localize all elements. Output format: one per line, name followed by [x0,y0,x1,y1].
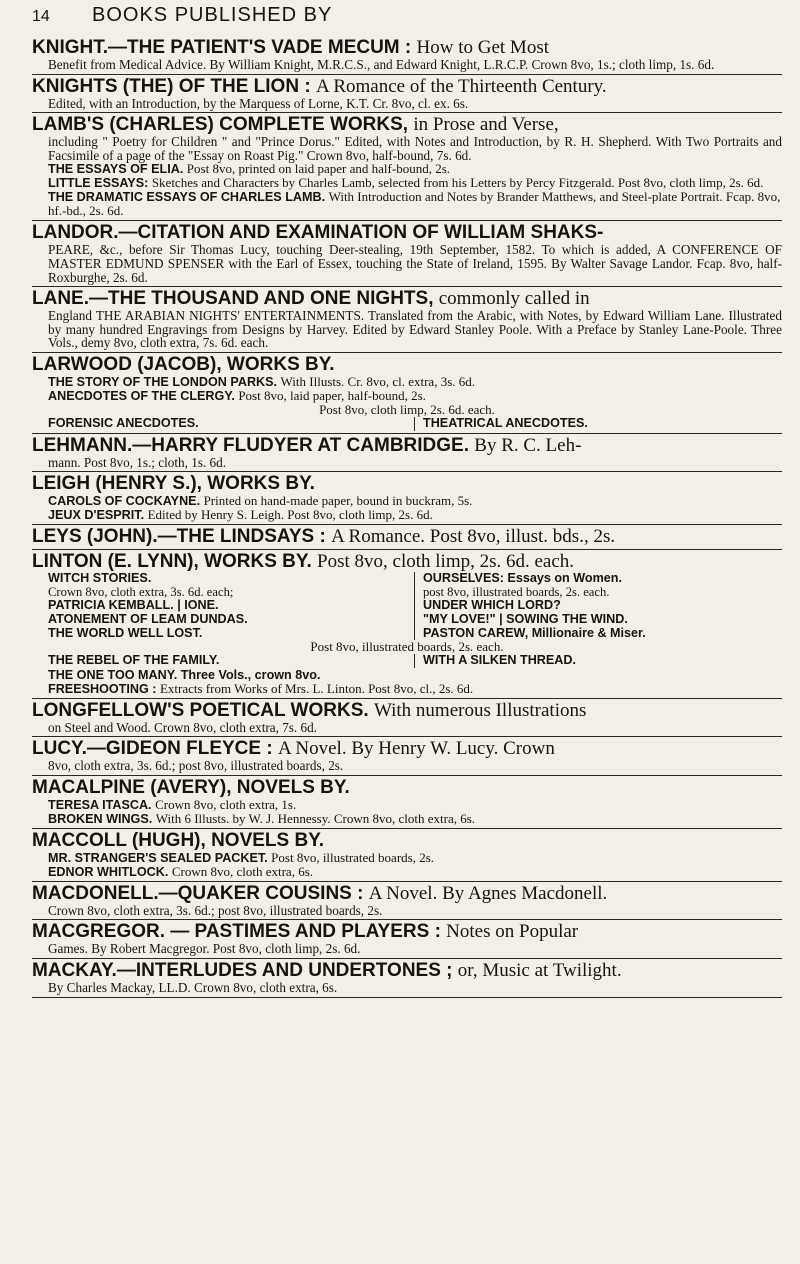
catalogue-entry [32,353,782,434]
sub-entry [32,851,782,865]
entry-heading: MACKAY.—INTERLUDES AND UNDERTONES ; [32,960,458,982]
entry-description: Benefit from Medical Advice. By William Knight, M.R.C.S., and Edward Knight, L.R.C.P. Crown 8vo, 1s.; cloth limp, 1s. 6d. [48,57,715,72]
sub-entry [32,798,782,812]
book-description: Sketches and Characters by Charles Lamb, selected from his Letters by Percy Fitzgerald. Post 8vo, cloth limp, 2s. 6d. [151,175,764,191]
entry-heading-line [32,738,782,759]
entry-heading: MACCOLL (HUGH), NOVELS BY. [32,829,325,851]
entry-heading: LEHMANN.—HARRY FLUDYER AT CAMBRIDGE. [32,434,475,456]
catalogue-entry [32,434,782,473]
catalogue-entry [32,472,782,525]
entry-description: including " Poetry for Children " and "Prince Dorus." Edited, with Notes and Introduction, by R. H. Shepherd. With Two Portraits and Facsimile of a page of the "Essay on Roast Pig." Crown 8vo, half-bound, 7s. 6d. [48,134,782,163]
entry-heading-line [32,960,782,981]
sub-entry [32,812,782,826]
book-title: ANECDOTES OF THE CLERGY. [48,388,239,403]
entry-heading: LINTON (E. LYNN), WORKS BY. [32,551,318,573]
book-title: THE ONE TOO MANY. Three Vols., crown 8vo. [48,667,321,682]
book-title: THE WORLD WELL LOST. [48,627,415,641]
book-title: "MY LOVE!" | SOWING THE WIND. [423,611,628,626]
book-title: WITCH STORIES. [48,572,415,586]
entry-heading: KNIGHTS (THE) OF THE LION : [32,75,316,97]
book-description: Edited by Henry S. Leigh. Post 8vo, cloth limp, 2s. 6d. [147,507,433,523]
entry-heading-line [32,700,782,721]
entry-heading-line [32,222,782,243]
entry-heading-line [32,777,782,798]
book-title: UNDER WHICH LORD? [423,598,561,613]
price-note: Post 8vo, illustrated boards, 2s. each. [310,639,504,655]
catalogue-entry [32,737,782,776]
catalogue-entry [32,75,782,114]
entry-description: PEARE, &c., before Sir Thomas Lucy, touching Deer-stealing, 19th September, 1582. To which is added, A CONFERENCE OF MASTER EDMUND SPENSER with the Earl of Essex, touching the State of Ireland, 1595. By Walter Savage Landor. Fcap. 8vo, half-Roxburghe, 2s. 6d. [48,242,782,285]
entry-description: 8vo, cloth extra, 3s. 6d.; post 8vo, illustrated boards, 2s. [48,758,344,774]
catalogue-entry [32,113,782,221]
book-description: With Illusts. Cr. 8vo, cl. extra, 3s. 6d. [280,373,476,389]
entry-heading: LANE.—THE THOUSAND AND ONE NIGHTS, [32,288,439,310]
entry-heading: LANDOR.—CITATION AND EXAMINATION OF WILLIAM SHAKS- [32,222,604,244]
entry-heading-line [32,473,782,494]
catalogue-entry [32,221,782,287]
running-title: BOOKS PUBLISHED BY [92,4,333,26]
book-title: FORENSIC ANECDOTES. [48,417,415,431]
entry-heading: LAMB'S (CHARLES) COMPLETE WORKS, [32,114,414,136]
entries-bottom [32,699,782,998]
book-title: CAROLS OF COCKAYNE. [48,494,204,509]
book-title: ATONEMENT OF LEAM DUNDAS. [48,613,415,627]
entry-linton [32,550,782,699]
entries-top [32,36,782,550]
catalogue-entry [32,699,782,738]
book-description: Crown 8vo, cloth extra, 1s. [155,796,297,812]
book-title: TERESA ITASCA. [48,797,156,812]
entry-heading-rest: With numerous Illustrations [373,699,587,721]
sub-entry [32,190,782,218]
entry-heading-line [32,354,782,375]
book-title: MR. STRANGER'S SEALED PACKET. [48,850,272,865]
entry-heading: MACGREGOR. — PASTIMES AND PLAYERS : [32,921,447,943]
entry-heading-rest: A Romance. Post 8vo, illust. bds., 2s. [331,526,616,548]
book-description: Post 8vo, printed on laid paper and half-bound, 2s. [186,161,451,177]
entry-heading-rest: A Novel. By Agnes Macdonell. [368,882,608,904]
entry-description: By Charles Mackay, LL.D. Crown 8vo, cloth extra, 6s. [48,980,338,996]
title-pair [32,417,782,431]
book-title: LITTLE ESSAYS: [48,176,152,191]
entry-heading: LEIGH (HENRY S.), WORKS BY. [32,473,315,495]
entry-heading: LUCY.—GIDEON FLEYCE : [32,738,278,760]
catalogue-entry [32,829,782,882]
price-note: post 8vo, illustrated boards, 2s. each. [423,584,610,599]
entry-heading-rest: or, Music at Twilight. [457,960,622,982]
page-header [32,4,782,32]
entry-heading-rest: commonly called in [438,288,590,310]
linton-prices [32,586,782,600]
book-title: FREESHOOTING : [48,681,160,696]
catalogue-entry [32,36,782,75]
book-title: PASTON CAREW, Millionaire & Miser. [423,625,646,640]
entry-heading-line [32,114,782,135]
entry-description: England THE ARABIAN NIGHTS' ENTERTAINMENTS. Translated from the Arabic, with Notes, by Edward William Lane. Illustrated by many hundred Engravings from Designs by Harvey. Edited by Edward Stanley Poole. With a Preface by Stanley Lane-Poole. Three Vols., demy 8vo, cloth extra, 7s. 6d. each. [48,308,782,351]
entry-heading-line [32,526,782,547]
entry-heading-rest: Notes on Popular [446,921,579,943]
entry-description: Games. By Robert Macgregor. Post 8vo, cloth limp, 2s. 6d. [48,941,361,957]
book-title: WITH A SILKEN THREAD. [423,653,576,668]
sub-entry [32,865,782,879]
entry-heading-line [32,76,782,97]
entry-description: Crown 8vo, cloth extra, 3s. 6d.; post 8vo, illustrated boards, 2s. [48,902,383,918]
entry-heading-rest: A Romance of the Thirteenth Century. [315,75,607,97]
book-title: THE REBEL OF THE FAMILY. [48,654,415,668]
linton-grid [32,599,782,640]
book-title: OURSELVES: Essays on Women. [423,571,622,586]
book-title: PATRICIA KEMBALL. | IONE. [48,599,415,613]
book-description: Printed on hand-made paper, bound in buckram, 5s. [203,493,473,509]
entry-heading-rest: Post 8vo, cloth limp, 2s. 6d. each. [317,551,575,573]
book-title: THE ESSAYS OF ELIA. [48,162,187,177]
sub-entry [32,162,782,176]
entry-heading: MACDONELL.—QUAKER COUSINS : [32,882,369,904]
catalogue-entry [32,920,782,959]
book-description: Post 8vo, laid paper, half-bound, 2s. [238,387,426,403]
entry-heading-line [32,830,782,851]
entry-heading-line [32,921,782,942]
catalogue-entry [32,959,782,998]
linton-pair-1 [32,572,782,586]
book-title: THEATRICAL ANECDOTES. [423,415,588,430]
sub-entry [32,508,782,522]
catalogue-entry [32,287,782,353]
book-description: Crown 8vo, cloth extra, 6s. [171,863,314,879]
entry-heading: KNIGHT.—THE PATIENT'S VADE MECUM : [32,37,417,58]
book-title: THE DRAMATIC ESSAYS OF CHARLES LAMB. [48,190,329,205]
price-note: Post 8vo, cloth limp, 2s. 6d. each. [319,401,495,417]
catalogue-entry [32,776,782,829]
catalogue-entry [32,525,782,550]
entry-description: Edited, with an Introduction, by the Marquess of Lorne, K.T. Cr. 8vo, cl. ex. 6s. [48,95,469,111]
linton-pair-2 [32,654,782,668]
book-title: EDNOR WHITLOCK. [48,864,172,879]
entry-heading-rest: in Prose and Verse, [413,114,559,136]
entry-heading-line [32,288,782,309]
sub-entry [32,389,782,403]
catalogue-entry [32,882,782,921]
entry-heading: LONGFELLOW'S POETICAL WORKS. [32,699,374,721]
entry-description: mann. Post 8vo, 1s.; cloth, 1s. 6d. [48,454,227,470]
book-title: THE STORY OF THE LONDON PARKS. [48,374,281,389]
sub-entry [32,176,782,190]
entry-heading-line [32,435,782,456]
entry-heading-rest: How to Get Most [416,37,550,58]
book-title: JEUX D'ESPRIT. [48,508,148,523]
book-description: With 6 Illusts. by W. J. Hennessy. Crown 8vo, cloth extra, 6s. [155,810,476,826]
book-description: With Introduction and Notes by Brander Matthews, and Steel-plate Portrait. Fcap. 8vo, hf.-bd., 2s. 6d. [48,189,781,219]
entry-heading: LARWOOD (JACOB), WORKS BY. [32,353,335,375]
sub-entry [32,494,782,508]
price-note: Crown 8vo, cloth extra, 3s. 6d. each; [48,586,415,600]
entry-heading: LEYS (JOHN).—THE LINDSAYS : [32,526,332,548]
entry-heading-rest: A Novel. By Henry W. Lucy. Crown [277,738,555,760]
entry-heading: MACALPINE (AVERY), NOVELS BY. [32,776,350,798]
entry-heading-line [32,883,782,904]
book-description: Post 8vo, illustrated boards, 2s. [271,849,435,865]
book-title: BROKEN WINGS. [48,811,156,826]
sub-entry [32,375,782,389]
page-number: 14 [32,8,50,25]
entry-description: on Steel and Wood. Crown 8vo, cloth extra, 7s. 6d. [48,719,318,735]
entry-heading-rest: By R. C. Leh- [474,434,582,456]
book-description: Extracts from Works of Mrs. L. Linton. Post 8vo, cl., 2s. 6d. [159,680,474,696]
entry-heading-line [32,37,782,58]
